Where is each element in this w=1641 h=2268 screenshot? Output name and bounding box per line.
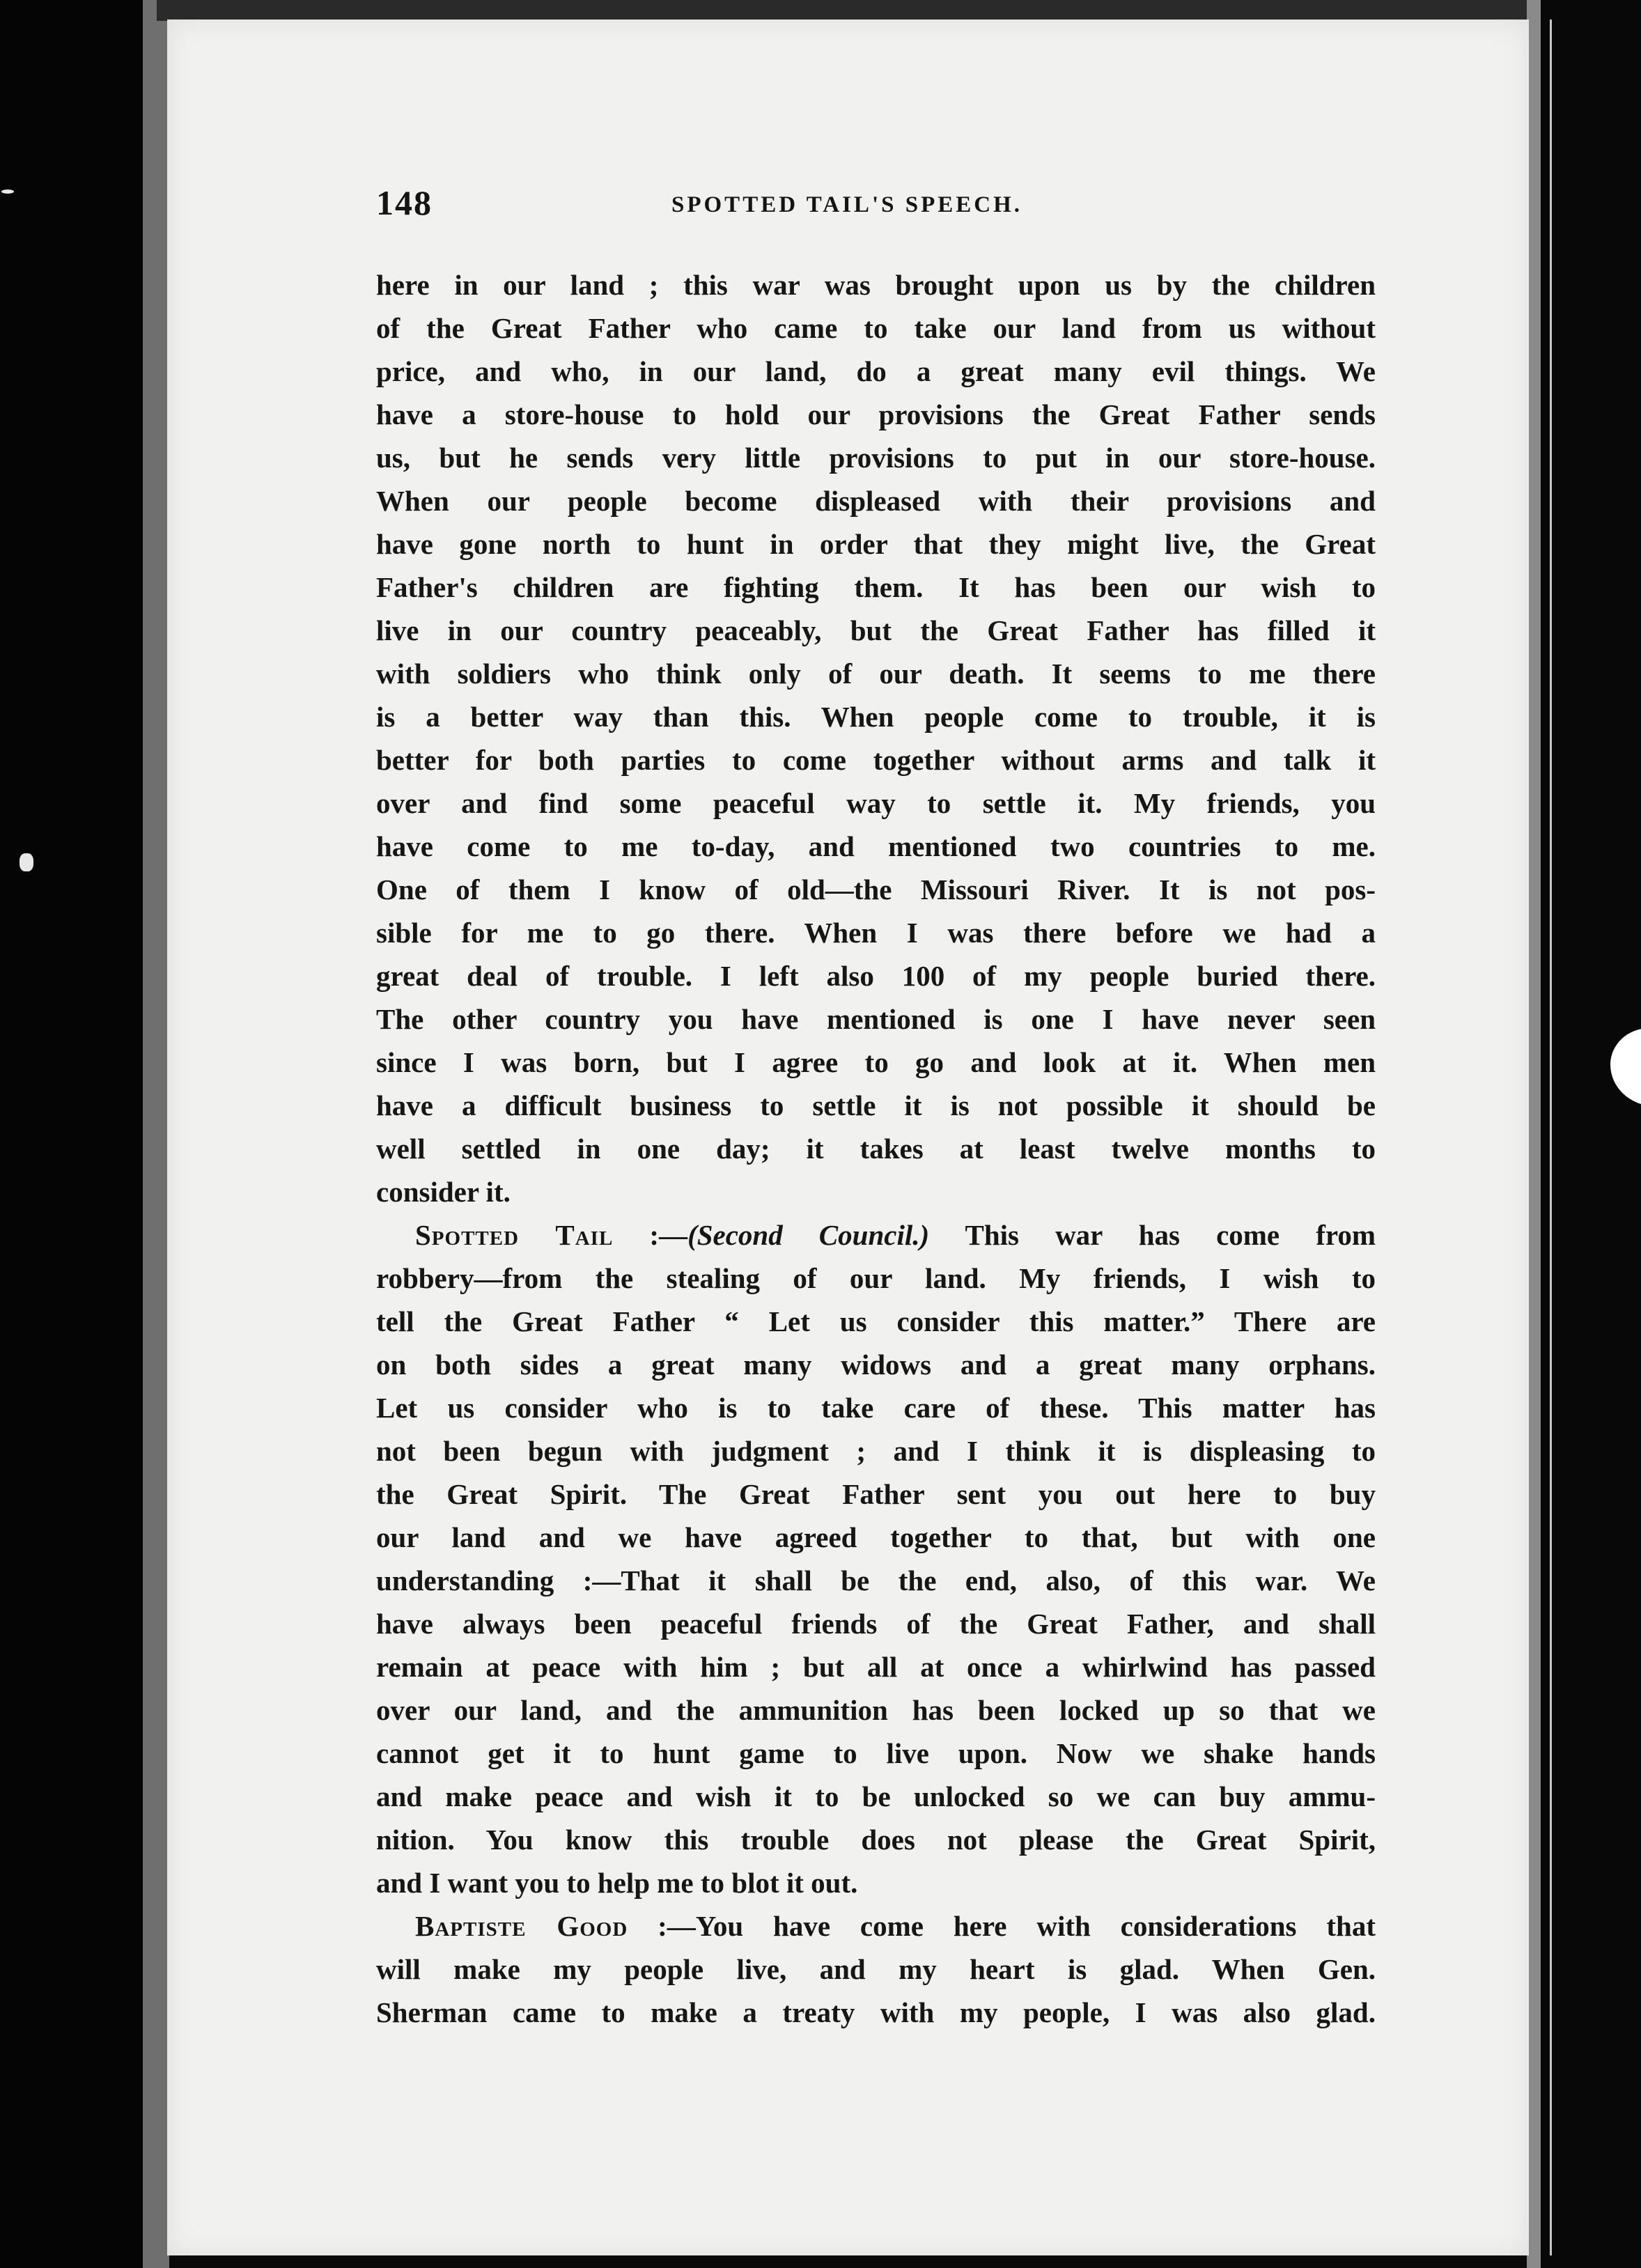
paragraph-baptiste-good <box>376 1904 1376 2034</box>
running-head: SPOTTED TAIL'S SPEECH. <box>671 192 1022 217</box>
text-line: tell the Great Father “ Let us consider this matter.” There are <box>376 1305 1376 1337</box>
paragraph <box>376 263 1376 1213</box>
page-fold-line <box>1550 20 1552 2255</box>
text-line <box>376 1904 1376 1948</box>
text-line: well settled in one day; it takes at least twelve months to <box>376 1133 1376 1165</box>
text-line: price, and who, in our land, do a great many evil things. We <box>376 355 1376 387</box>
speaker-name: Baptiste Good <box>415 1910 628 1942</box>
text-line: our land and we have agreed together to that, but with one <box>376 1521 1376 1553</box>
text-line: consider it. <box>376 1176 511 1208</box>
text-line: The other country you have mentioned is one I have never seen <box>376 1003 1376 1035</box>
text-line: understanding :—That it shall be the end, also, of this war. We <box>376 1564 1376 1597</box>
text-line: and I want you to help me to blot it out. <box>376 1867 858 1899</box>
text-line: better for both parties to come together without arms and talk it <box>376 744 1376 776</box>
page-number: 148 <box>376 183 433 222</box>
text-line: live in our country peaceably, but the Great Father has filled it <box>376 614 1376 646</box>
text-line: Sherman came to make a treaty with my people, I was also glad. <box>376 1996 1376 2028</box>
text-line: here in our land ; this war was brought upon us by the children <box>376 269 1376 301</box>
speaker-name: Spotted Tail <box>415 1219 614 1251</box>
speech-aside: (Second Council.) <box>687 1219 930 1251</box>
page-header <box>376 182 1442 245</box>
text-line: have a difficult business to settle it is not possible it should be <box>376 1089 1376 1121</box>
text-line: is a better way than this. When people come to trouble, it is <box>376 701 1376 733</box>
text-line: cannot get it to hunt game to live upon. Now we shake hands <box>376 1737 1376 1769</box>
scan-left-edge-strip <box>143 0 169 2268</box>
text-line: One of them I know of old—the Missouri River. It is not pos- <box>376 873 1376 906</box>
text-line: have come to me to-day, and mentioned two countries to me. <box>376 830 1376 862</box>
text-line: on both sides a great many widows and a great many orphans. <box>376 1349 1376 1381</box>
line-continuation: You have come here with considerations that <box>695 1910 1376 1942</box>
text-line: Let us consider who is to take care of these. This matter has <box>376 1392 1376 1424</box>
text-line: over our land, and the ammunition has been locked up so that we <box>376 1694 1376 1726</box>
text-line: will make my people live, and my heart is glad. When Gen. <box>376 1953 1376 1985</box>
text-line: the Great Spirit. The Great Father sent you out here to buy <box>376 1478 1376 1510</box>
text-line: over and find some peaceful way to settle it. My friends, you <box>376 787 1376 819</box>
text-line: remain at peace with him ; but all at once a whirlwind has passed <box>376 1651 1376 1683</box>
line-continuation: This war has come from <box>929 1219 1376 1251</box>
text-line: sible for me to go there. When I was there before we had a <box>376 917 1376 949</box>
speaker-separator: :— <box>613 1219 688 1251</box>
text-line: with soldiers who think only of our death. It seems to me there <box>376 658 1376 690</box>
text-line: of the Great Father who came to take our land from us without <box>376 312 1376 344</box>
text-line: When our people become displeased with their provisions and <box>376 485 1376 517</box>
text-line: robbery—from the stealing of our land. My friends, I wish to <box>376 1262 1376 1294</box>
text-line: have gone north to hunt in order that they might live, the Great <box>376 528 1376 560</box>
scan-right-margin <box>1541 0 1641 2268</box>
text-line: Father's children are fighting them. It has been our wish to <box>376 571 1376 603</box>
text-line <box>376 1213 1376 1257</box>
text-line: have always been peaceful friends of the Great Father, and shall <box>376 1608 1376 1640</box>
text-line: not been begun with judgment ; and I think it is displeasing to <box>376 1435 1376 1467</box>
text-line: nition. You know this trouble does not please the Great Spirit, <box>376 1824 1376 1856</box>
text-line: and make peace and wish it to be unlocked so we can buy ammu- <box>376 1780 1376 1812</box>
page-body <box>376 263 1376 2034</box>
scan-top-edge <box>157 0 1532 21</box>
text-line: have a store-house to hold our provisions the Great Father sends <box>376 398 1376 430</box>
scan-speck <box>20 853 33 871</box>
speaker-separator: :— <box>628 1910 696 1942</box>
text-line: us, but he sends very little provisions to put in our store-house. <box>376 442 1376 474</box>
scan-left-margin <box>0 0 150 2268</box>
scan-right-edge-strip <box>1527 0 1541 2268</box>
scan-speck <box>1 189 14 194</box>
text-line: since I was born, but I agree to go and look at it. When men <box>376 1046 1376 1078</box>
paragraph-spotted-tail <box>376 1213 1376 1904</box>
text-line: great deal of trouble. I left also 100 of my people buried there. <box>376 960 1376 992</box>
